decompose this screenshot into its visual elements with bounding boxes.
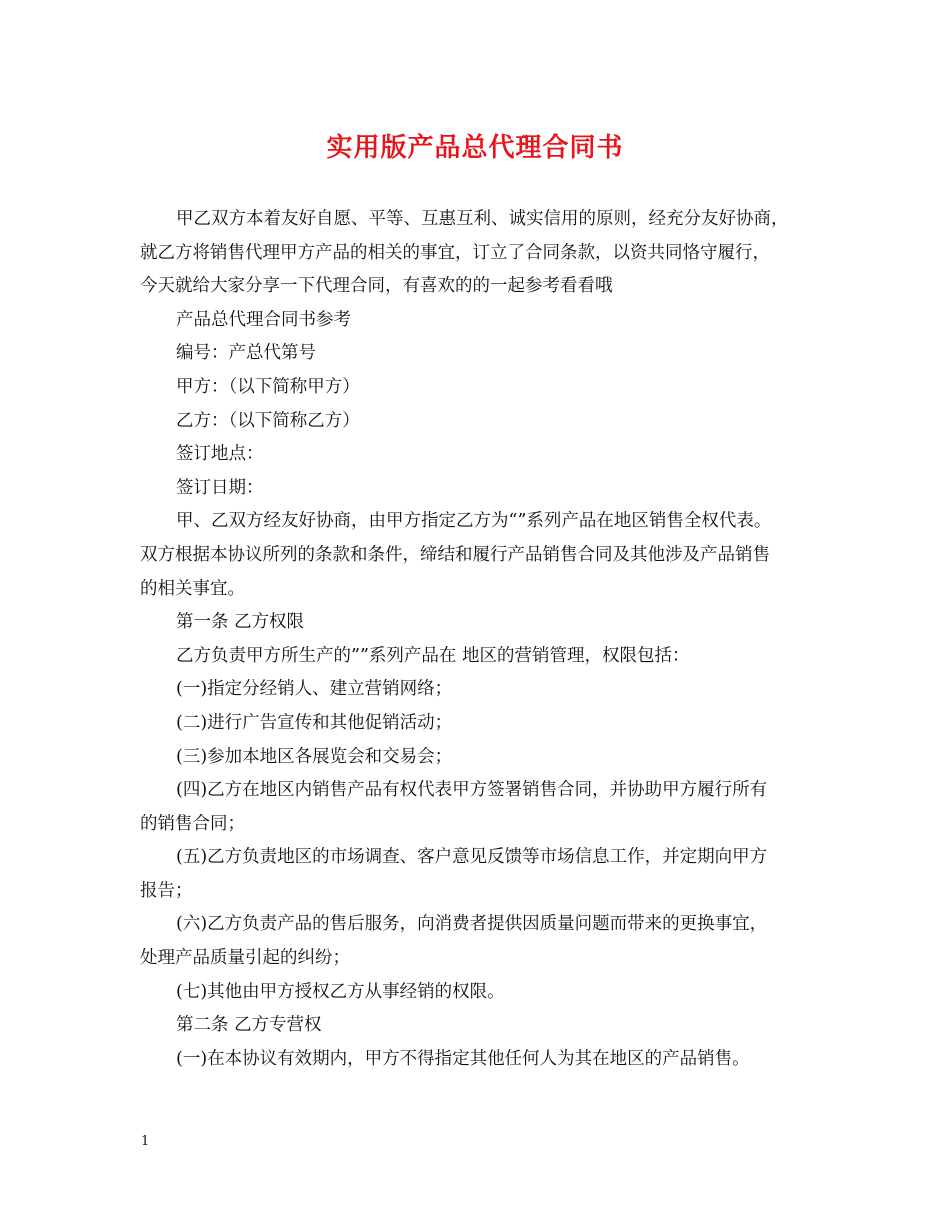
document-body [140,203,840,1076]
paragraph-line: 今天就给大家分享一下代理合同，有喜欢的的一起参考看看哦 [140,276,613,297]
article-heading: 第一条 乙方权限 [176,612,305,633]
paragraph-line: 甲、乙双方经友好协商，由甲方指定乙方为“”系列产品在地区销售全权代表。 [176,511,772,532]
paragraph-line: 甲乙双方本着友好自愿、平等、互惠互利、诚实信用的原则，经充分友好协商， [176,209,789,229]
list-item: (一)在本协议有效期内，甲方不得指定其他任何人为其在地区的产品销售。 [176,1048,750,1069]
list-item-continuation: 的销售合同； [140,813,245,834]
paragraph-line: 签订地点： [176,444,264,465]
paragraph-line: 乙方：（以下简称乙方） [176,410,360,431]
list-item: (七)其他由甲方授权乙方从事经销的权限。 [176,981,505,1002]
list-item: (一)指定分经销人、建立营销网络； [176,679,453,700]
article-heading: 第二条 乙方专营权 [176,1015,322,1036]
list-item: (四)乙方在地区内销售产品有权代表甲方签署销售合同，并协助甲方履行所有 [176,780,768,801]
paragraph-line: 签订日期： [176,477,264,498]
page-number: 1 [141,1134,150,1149]
list-item: (六)乙方负责产品的售后服务，向消费者提供因质量问题而带来的更换事宜， [176,914,768,935]
paragraph-line: 甲方：（以下简称甲方） [176,376,360,397]
paragraph-line: 乙方负责甲方所生产的””系列产品在 地区的营销管理，权限包括： [176,645,690,666]
document-title: 实用版产品总代理合同书 [326,133,624,163]
list-item: (三)参加本地区各展览会和交易会； [176,746,453,767]
paragraph-line: 就乙方将销售代理甲方产品的相关的事宜，订立了合同条款，以资共同恪守履行， [140,242,770,263]
list-item: (二)进行广告宣传和其他促销活动； [176,712,453,733]
list-item: (五)乙方负责地区的市场调查、客户意见反馈等市场信息工作，并定期向甲方 [176,847,768,868]
list-item-continuation: 报告； [140,880,193,901]
paragraph-line: 编号：产总代第号 [176,343,316,364]
list-item-continuation: 处理产品质量引起的纠纷； [140,948,350,969]
paragraph-line: 双方根据本协议所列的条款和条件，缔结和履行产品销售合同及其他涉及产品销售 [140,544,770,565]
paragraph-line: 产品总代理合同书参考 [176,309,351,330]
paragraph-line: 的相关事宜。 [140,578,245,599]
